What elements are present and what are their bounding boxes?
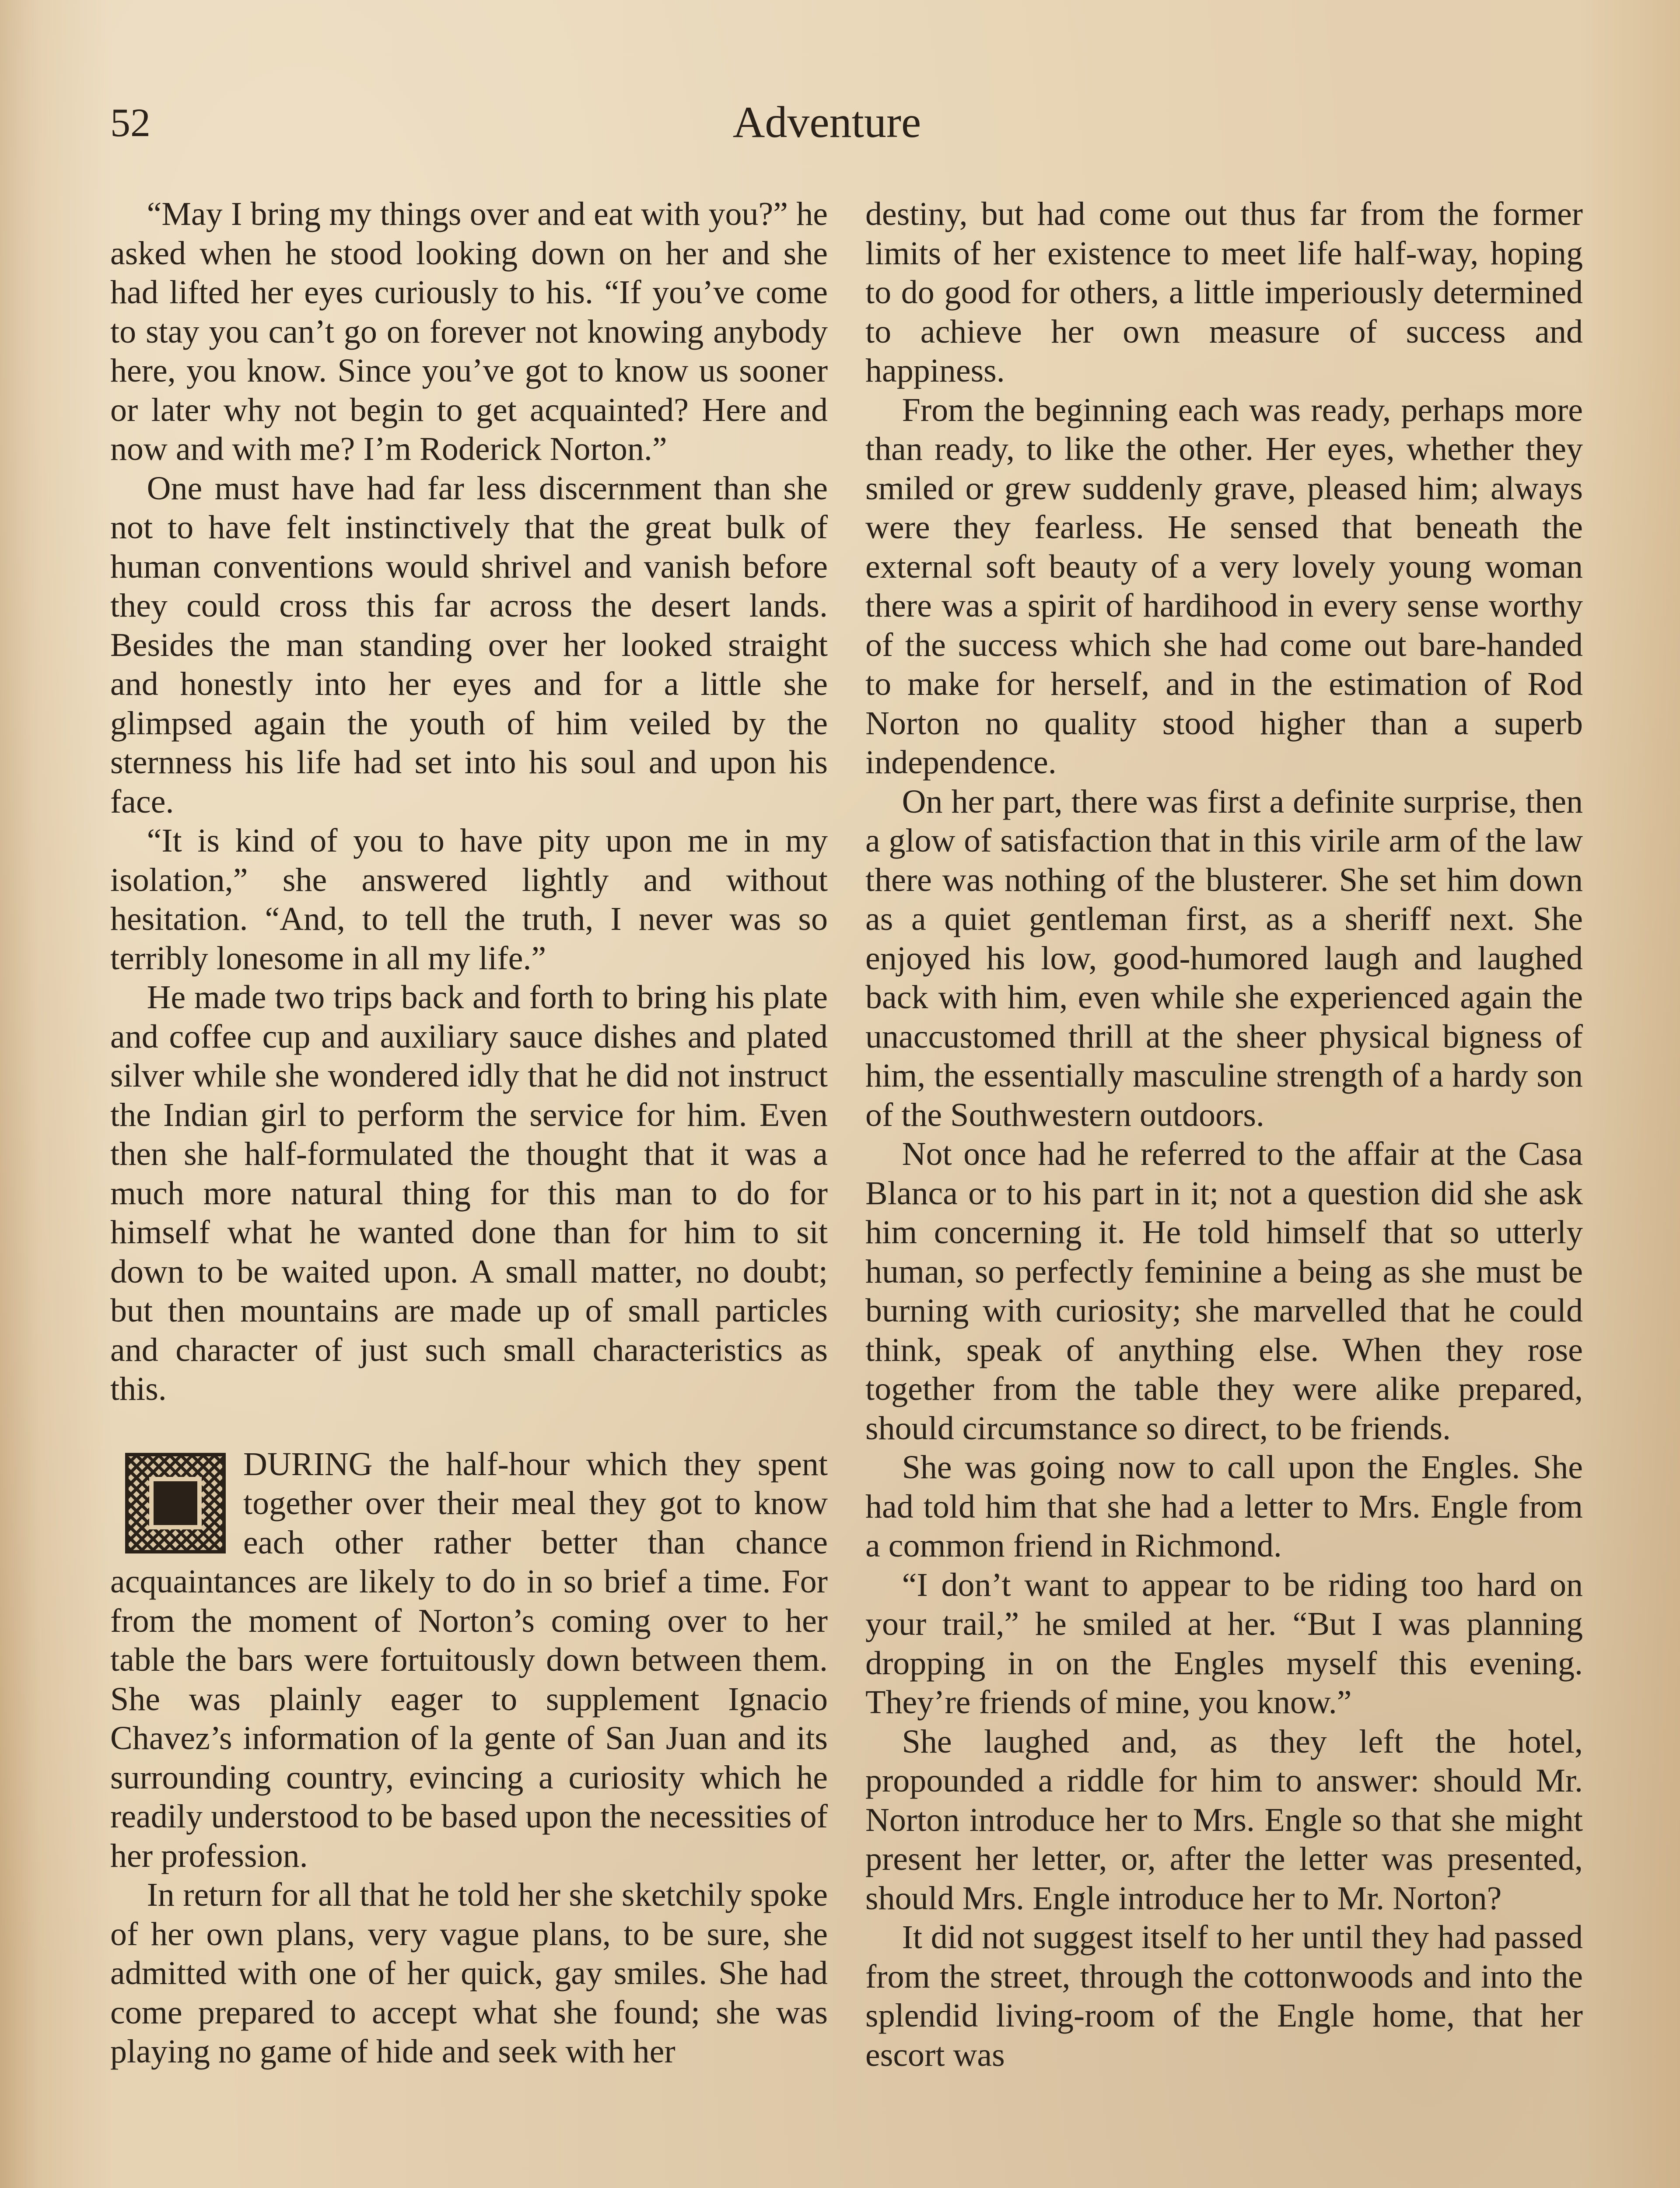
section-break	[110, 1409, 828, 1445]
paragraph: Not once had he referred to the affair at the Casa Blanca or to his part in it; not a question did she ask him concerning it. He told himself that so utterly human, so perfectly feminine a being as she must be burning with curiosity; she marvelled that he could think, speak of anything else. When they rose together from the table they were alike prepared, should circumstance so direct, to be friends.	[865, 1136, 1583, 1447]
page-header	[0, 98, 1680, 151]
section-opening-paragraph: DURING the half-hour which they spent together over their meal they got to know each other rather better than chance acquaintances are likely to do in so brief a time. For from the moment of Norton’s coming over to her table the bars were fortuitously down between them. She was plainly eager to supplement Ignacio Chavez’s information of la gente of San Juan and its surrounding country, evincing a curiosity which he readily understood to be based upon the necessities of her profession.	[110, 1445, 828, 1874]
paragraph: From the beginning each was ready, perhaps more than ready, to like the other. Her eyes, whether they smiled or grew suddenly grave, pleased him; always were they fearless. He sensed that beneath the external soft beauty of a very lovely young woman there was a spirit of hardihood in every sense worthy of the success which she had come out bare-handed to make for herself, and in the estimation of Rod Norton no quality stood higher than a superb independence.	[865, 391, 1583, 781]
continued-paragraph: destiny, but had come out thus far from the former limits of her existence to meet life half-way, hoping to do good for others, a little imperiously determined to achieve her own measure of success and happiness.	[865, 196, 1583, 389]
page-number: 52	[110, 100, 150, 145]
paragraph: “I don’t want to appear to be riding too hard on your trail,” he smiled at her. “But I was planning dropping in on the Engles myself this evening. They’re friends of mine, you know.”	[865, 1566, 1583, 1721]
paragraph: One must have had far less discernment than she not to have felt instinctively that the great bulk of human conventions would shrivel and vanish before they could cross this far across the desert lands. Besides the man standing over her looked straight and honestly into her eyes and for a little she glimpsed again the youth of him veiled by the sternness his life had set into his soul and upon his face.	[110, 470, 828, 820]
left-column	[110, 195, 828, 2072]
section-opening	[110, 1445, 828, 1876]
paragraph: She was going now to call upon the Engles. She had told him that she had a letter to Mrs. Engle from a common friend in Richmond.	[865, 1449, 1583, 1564]
paragraph: It did not suggest itself to her until they had passed from the street, through the cottonwoods and into the splendid living-room of the Engle home, that her escort was	[865, 1919, 1583, 2073]
paragraph: He made two trips back and forth to bring his plate and coffee cup and auxiliary sauce dishes and plated silver while she wondered idly that he did not instruct the Indian girl to perform the service for him. Even then she half-formulated the thought that it was a much more natural thing for this man to do for himself what he wanted done than for him to sit down to be waited upon. A small matter, no doubt; but then mountains are made up of small particles and character of just such small characteristics as this.	[110, 979, 828, 1407]
right-column	[865, 195, 1583, 2075]
paragraph: “May I bring my things over and eat with you?” he asked when he stood looking down on her and she had lifted her eyes curiously to his. “If you’ve come to stay you can’t go on forever not knowing anybody here, you know. Since you’ve got to know us sooner or later why not begin to get acquainted? Here and now and with me? I’m Roderick Norton.”	[110, 196, 828, 467]
paragraph: In return for all that he told her she sketchily spoke of her own plans, very vague plans, to be sure, she admitted with one of her quick, gay smiles. She had come prepared to accept what she found; she was playing no game of hide and seek with her	[110, 1876, 828, 2070]
ornamental-initial-icon	[125, 1453, 226, 1553]
magazine-title: Adventure	[732, 98, 921, 147]
paragraph: She laughed and, as they left the hotel, propounded a riddle for him to answer: should Mr. Norton introduce her to Mrs. Engle so that she might present her letter, or, after the letter was presented, should Mrs. Engle introduce her to Mr. Norton?	[865, 1723, 1583, 1917]
paragraph: On her part, there was first a definite surprise, then a glow of satisfaction that in this virile arm of the law there was nothing of the blusterer. She set him down as a quiet gentleman first, as a sheriff next. She enjoyed his low, good-humored laugh and laughed back with him, even while she experienced again the unaccustomed thrill at the sheer physical bigness of him, the essentially masculine strength of a hardy son of the Southwestern outdoors.	[865, 783, 1583, 1133]
paragraph: “It is kind of you to have pity upon me in my isolation,” she answered lightly and without hesitation. “And, to tell the truth, I never was so terribly lonesome in all my life.”	[110, 822, 828, 977]
